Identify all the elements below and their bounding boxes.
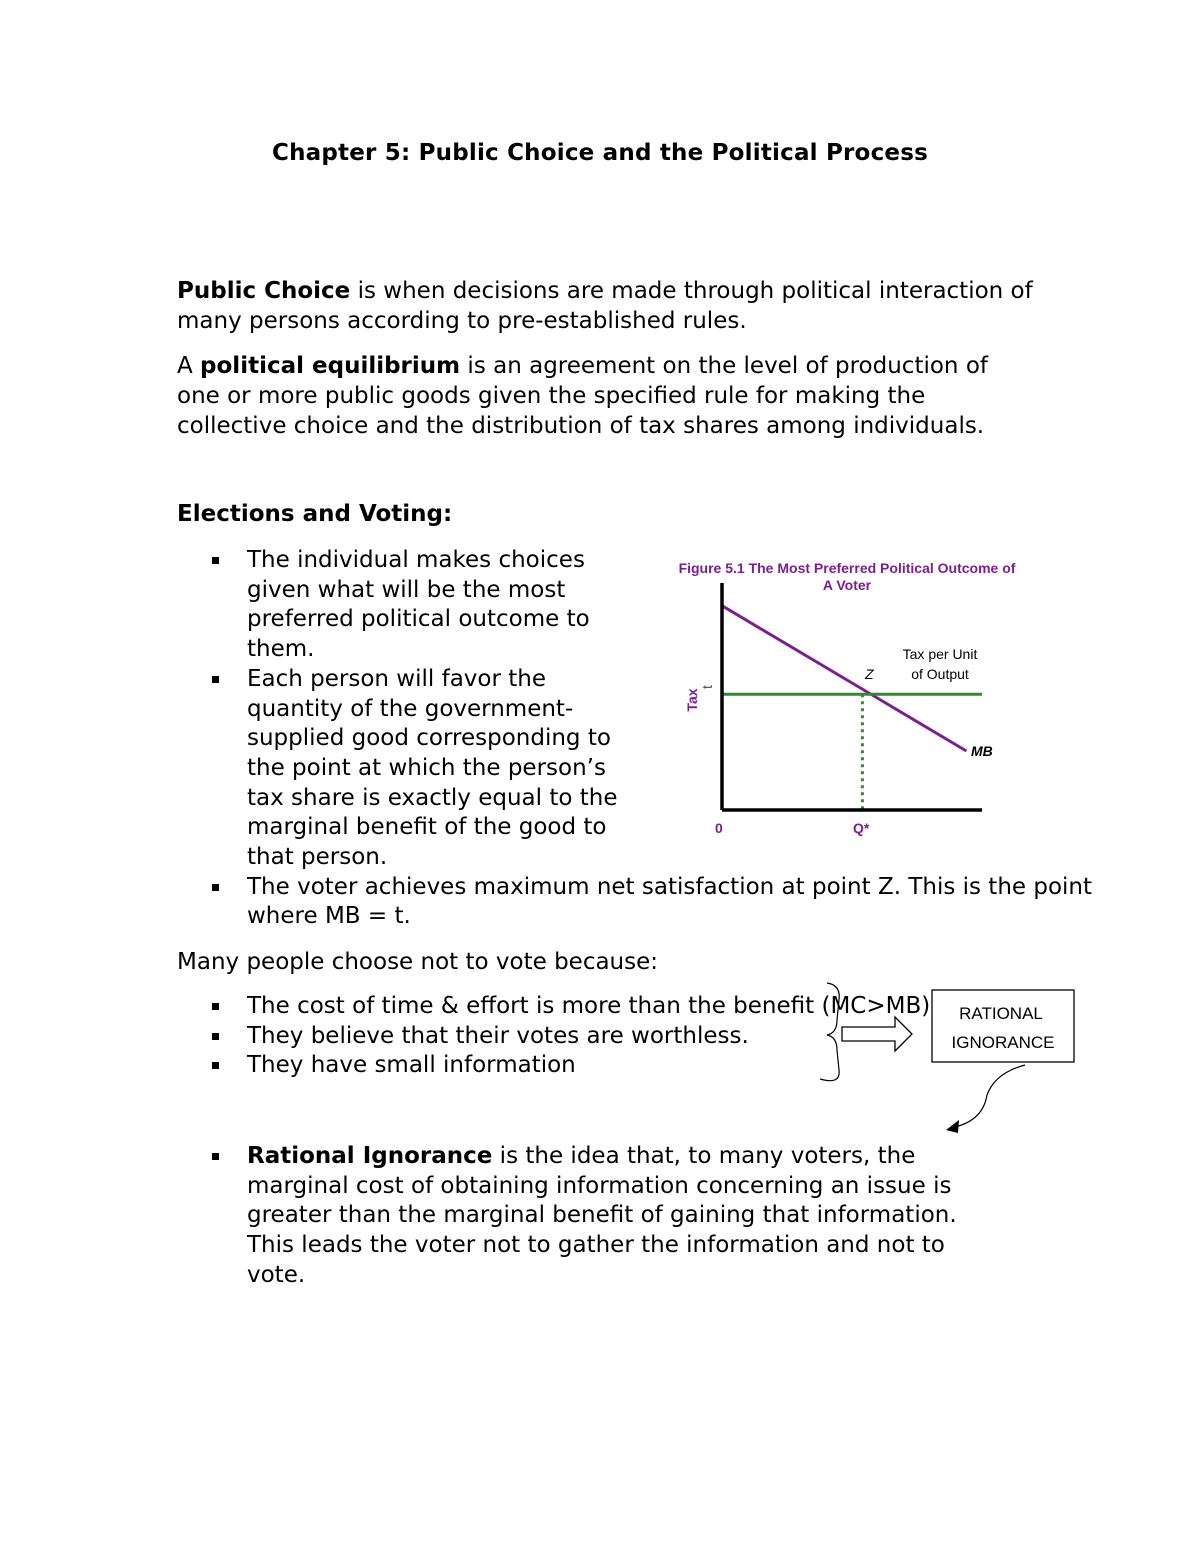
x-tick-qstar: Q* — [853, 820, 870, 836]
bullet-icon — [212, 1062, 219, 1069]
political-equilibrium-lead: A — [177, 353, 201, 379]
bullet-icon — [212, 1003, 219, 1010]
brace-icon — [820, 983, 839, 1081]
list-item — [177, 546, 637, 665]
figure-5-1-chart — [660, 550, 1020, 850]
political-equilibrium-text: is an agreement on the level of production of one or more public goods given the specified rule for making the collective choice and the distribution of tax shares among individuals. — [177, 353, 988, 439]
box-line1: RATIONAL — [959, 1004, 1043, 1023]
public-choice-text: is when decisions are made through political interaction of many persons according to pre-established rules. — [177, 278, 1033, 334]
bullet-icon — [212, 676, 219, 683]
bullet-text: The cost of time & effort is more than the benefit (MC>MB) — [247, 993, 931, 1019]
box-line2: IGNORANCE — [951, 1033, 1055, 1052]
curved-arrow-line — [955, 1065, 1025, 1127]
chart-title-line1: Figure 5.1 The Most Preferred Political Outcome of — [678, 560, 1016, 576]
rational-ignorance-text: is the idea that, to many voters, the marginal cost of obtaining information concerning an issue is greater than the marginal benefit of gaining that information. This leads the voter not to gather the information and not to vote. — [247, 1143, 957, 1288]
public-choice-term: Public Choice — [177, 278, 351, 304]
page-title: Chapter 5: Public Choice and the Political Process — [272, 140, 928, 166]
arrow-right-icon — [842, 1017, 912, 1051]
public-choice-definition — [177, 276, 1037, 336]
point-z-label: Z — [865, 666, 874, 682]
bullet-text: They have small information — [247, 1052, 576, 1079]
list-item — [177, 1142, 987, 1291]
rational-ignorance-callout — [815, 975, 1085, 1145]
bullet-text: They believe that their votes are worthless. — [247, 1022, 749, 1049]
elections-heading: Elections and Voting: — [177, 501, 453, 527]
tax-line-label-1: Tax per Unit — [902, 646, 978, 662]
plot-area — [722, 606, 982, 810]
political-equilibrium-term: political equilibrium — [200, 353, 461, 379]
bullet-text: The voter achieves maximum net satisfaction at point Z. This is the point where MB = t. — [247, 873, 1093, 930]
bullet-icon — [212, 1153, 219, 1160]
no-vote-intro: Many people choose not to vote because: — [177, 949, 659, 975]
bullet-text: Each person will favor the quantity of the government-supplied good corresponding to the point at which the person’s tax share is exactly equal to the marginal benefit of the good to that person. — [247, 665, 618, 871]
x-origin-label: 0 — [715, 820, 723, 836]
chart-title-line2: A Voter — [822, 577, 872, 593]
bullet-text: The individual makes choices given what will be the most preferred political outcome to them. — [247, 547, 590, 663]
curved-arrow-head-icon — [946, 1120, 959, 1133]
bullet-icon — [212, 557, 219, 564]
list-item — [177, 665, 637, 873]
mb-line-label: MB — [971, 743, 993, 759]
political-equilibrium-definition — [177, 351, 1037, 441]
bullet-icon — [212, 884, 219, 891]
rational-ignorance-list — [177, 1142, 987, 1291]
y-axis-label: Tax — [684, 688, 700, 712]
rational-ignorance-term: Rational Ignorance — [247, 1143, 493, 1169]
tax-line-label-2: of Output — [911, 666, 969, 682]
bullet-icon — [212, 1033, 219, 1040]
y-tick-t: t — [699, 685, 715, 689]
list-item — [177, 873, 1107, 932]
